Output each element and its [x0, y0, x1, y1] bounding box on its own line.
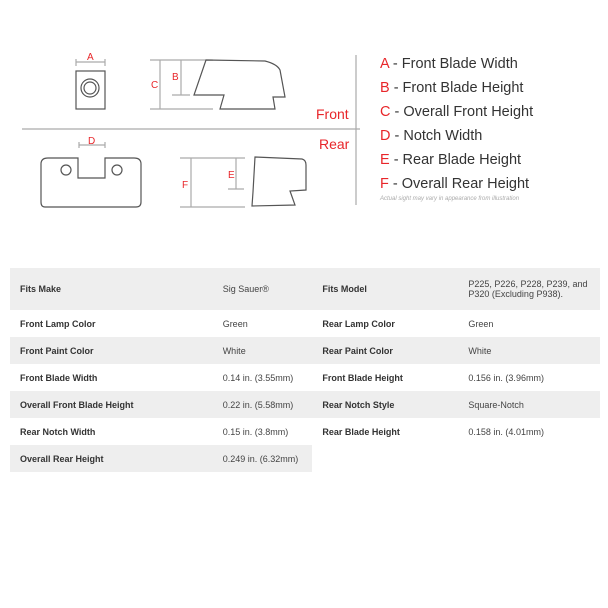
spec-value: 0.158 in. (4.01mm) — [468, 426, 544, 437]
dimension-legend — [380, 52, 533, 196]
spec-value: 0.22 in. (5.58mm) — [213, 391, 313, 418]
svg-text:B: B — [172, 72, 179, 83]
specs-table — [10, 268, 600, 472]
table-row — [10, 310, 600, 337]
spec-label: Front Lamp Color — [20, 318, 96, 329]
spec-value: Green — [222, 318, 248, 329]
spec-label: Rear Paint Color — [312, 337, 458, 364]
legend-item: E - Rear Blade Height — [380, 152, 522, 168]
table-row — [10, 268, 600, 310]
svg-text:D: D — [88, 136, 96, 147]
spec-label: Front Paint Color — [10, 337, 213, 364]
spec-value: White — [213, 337, 313, 364]
legend-item: B - Front Blade Height — [380, 80, 524, 96]
spec-label — [312, 445, 458, 472]
spec-value: P225, P226, P228, P239, and P320 (Excluding P938). — [458, 268, 600, 310]
svg-text:E: E — [228, 170, 235, 181]
svg-text:F: F — [182, 180, 189, 191]
spec-value: Green — [468, 318, 494, 329]
spec-value: White — [458, 337, 600, 364]
spec-label: Overall Front Blade Height — [10, 391, 213, 418]
spec-value: 0.156 in. (3.96mm) — [468, 372, 544, 383]
table-row — [10, 337, 600, 364]
table-row — [10, 364, 600, 391]
spec-label: Rear Notch Style — [312, 391, 458, 418]
table-row — [10, 445, 600, 472]
spec-label: Front Blade Height — [322, 372, 403, 383]
svg-text:Rear: Rear — [319, 136, 350, 152]
spec-label: Front Blade Width — [20, 372, 98, 383]
sight-diagram — [0, 40, 360, 220]
spec-label: Fits Make — [10, 268, 213, 310]
svg-text:Front: Front — [316, 106, 349, 122]
spec-value: 0.15 in. (3.8mm) — [222, 426, 289, 437]
spec-label: Fits Model — [312, 268, 458, 310]
legend-item: F - Overall Rear Height — [380, 176, 530, 192]
spec-label: Overall Rear Height — [10, 445, 213, 472]
spec-label: Rear Lamp Color — [322, 318, 395, 329]
spec-value — [458, 445, 600, 472]
legend-item: C - Overall Front Height — [380, 104, 534, 120]
spec-value: Sig Sauer® — [213, 268, 313, 310]
spec-value: 0.249 in. (6.32mm) — [213, 445, 313, 472]
illustration-note: Actual sight may vary in appearance from illustration — [380, 196, 520, 202]
label-a: A — [87, 52, 94, 63]
legend-item: A - Front Blade Width — [380, 56, 518, 72]
spec-value: Square-Notch — [458, 391, 600, 418]
svg-text:C: C — [151, 80, 159, 91]
spec-label: Rear Notch Width — [20, 426, 96, 437]
table-row — [10, 418, 600, 445]
spec-label: Rear Blade Height — [322, 426, 400, 437]
legend-item: D - Notch Width — [380, 128, 483, 144]
spec-value: 0.14 in. (3.55mm) — [222, 372, 294, 383]
table-row — [10, 391, 600, 418]
